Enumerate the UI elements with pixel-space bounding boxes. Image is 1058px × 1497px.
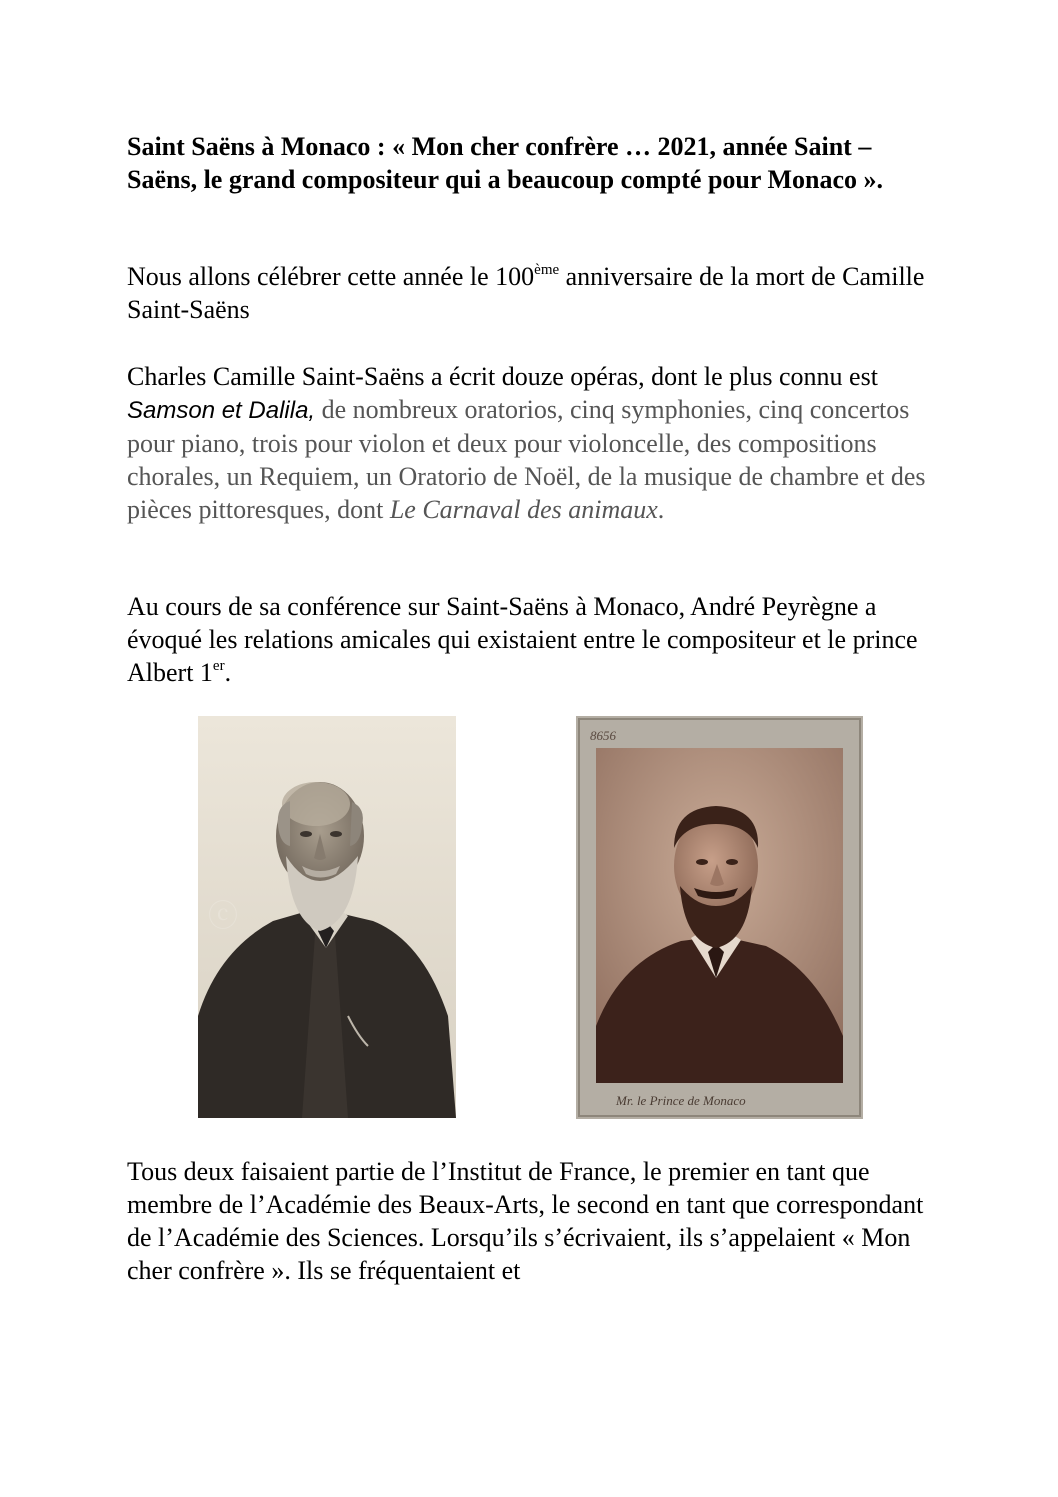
works-carnaval-title: Le Carnaval des animaux [389,495,658,524]
photo-caption: Mr. le Prince de Monaco [616,1093,746,1108]
paragraph-works [127,360,927,526]
document-title: Saint Saëns à Monaco : « Mon cher confrère … 2021, année Saint – Saëns, le grand compositeur qui a beaucoup compté pour Monaco ». [127,132,883,194]
portrait-prince-albert-photo [576,716,863,1119]
works-text-end: . [657,495,665,524]
photo-archive-number: 8656 [590,728,616,743]
anniversary-text-end: anniversaire de la mort de Camille Saint-Saëns [127,262,925,324]
svg-text:ⓒ: ⓒ [208,900,238,933]
works-text-start: Charles Camille Saint-Saëns a écrit douze opéras, dont le plus connu est [127,362,878,391]
conference-text-end: . [224,658,232,687]
paragraph-anniversary [127,260,927,326]
anniversary-superscript: ème [534,262,560,278]
works-text-middle: de nombreux oratorios, cinq symphonies, cinq concertos pour piano, trois pour violon et deux pour violoncelle, des compositions chorales, un Requiem, un Oratorio de Noël, de la musique de chambre et des pièces pittoresques, dont [127,395,926,524]
portrait-saint-saens-photo [198,716,456,1118]
works-samson-title: Samson et Dalila, [127,397,316,424]
conference-text-start: Au cours de sa conférence sur Saint-Saëns à Monaco, André Peyrègne a évoqué les relations amicales qui existaient entre le compositeur et le prince Albert 1 [127,592,918,687]
paragraph-institut: Tous deux faisaient partie de l’Institut de France, le premier en tant que membre de l’Académie des Beaux-Arts, le second en tant que correspondant de l’Académie des Sciences. Lorsqu’ils s’écrivaient, ils s’appelaient « Mon cher confrère ». Ils se fréquentaient et [127,1157,924,1285]
paragraph-conference [127,590,927,689]
anniversary-text-start: Nous allons célébrer cette année le 100 [127,262,535,291]
conference-superscript: er [212,658,225,674]
